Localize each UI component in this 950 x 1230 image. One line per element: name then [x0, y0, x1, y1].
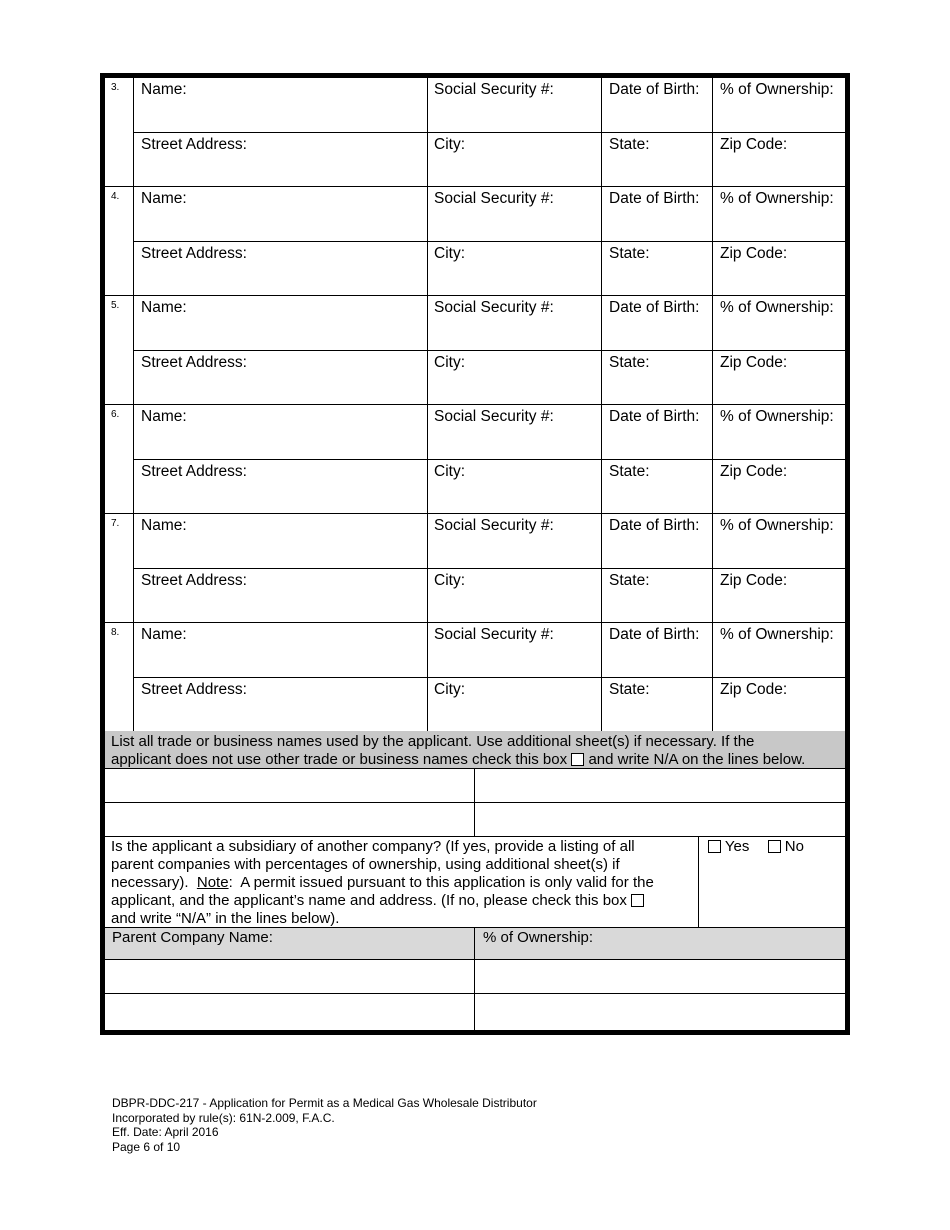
yes-no-options [708, 838, 804, 856]
owner-ownership-label: % of Ownership: [720, 408, 834, 425]
row-divider [133, 568, 845, 569]
form-title: DBPR-DDC-217 - Application for Permit as a Medical Gas Wholesale Distributor [112, 1096, 537, 1110]
owner-ssn-field[interactable] [428, 318, 600, 349]
owner-number: 3. [111, 82, 120, 93]
owner-zip-label: Zip Code: [720, 135, 788, 153]
owner-state-label: State: [609, 571, 650, 589]
owner-dob-label: Date of Birth: [609, 517, 700, 534]
owner-dob-field[interactable] [602, 536, 711, 567]
owner-number: 6. [111, 409, 120, 420]
owner-ownership-label: % of Ownership: [720, 626, 834, 643]
rule-reference: Incorporated by rule(s): 61N-2.009, F.A.C. [112, 1110, 335, 1125]
owner-name-label: Name: [141, 190, 187, 207]
owner-ssn-field[interactable] [428, 100, 600, 131]
no-label: No [784, 838, 804, 855]
row-divider [133, 132, 845, 133]
subsidiary-line-4-text: applicant, and the applicant’s name and address. (If no, please check this box [111, 892, 627, 909]
owner-street-label: Street Address: [141, 462, 247, 480]
no-trade-names-checkbox[interactable] [571, 753, 584, 766]
owner-dob-field[interactable] [602, 209, 711, 240]
owner-ssn-label: Social Security #: [434, 299, 554, 316]
owner-dob-label: Date of Birth: [609, 190, 700, 207]
owner-zip-field[interactable] [713, 591, 844, 622]
owner-name-label: Name: [141, 81, 187, 98]
owner-city-field[interactable] [428, 700, 600, 731]
trade-names-line-1: List all trade or business names used by the applicant. Use additional sheet(s) if necessary. If the [111, 733, 755, 750]
trade-name-field-2b[interactable] [475, 803, 844, 836]
owner-state-label: State: [609, 244, 650, 262]
owner-street-field[interactable] [134, 264, 426, 295]
trade-names-line-2 [111, 751, 841, 769]
owner-city-label: City: [434, 462, 465, 480]
owner-dob-field[interactable] [602, 100, 711, 131]
parent-name-field-1[interactable] [106, 960, 473, 993]
owner-name-label: Name: [141, 626, 187, 643]
owner-ownership-field[interactable] [713, 536, 844, 567]
owner-zip-field[interactable] [713, 264, 844, 295]
effective-date: Eff. Date: April 2016 [112, 1125, 219, 1139]
owner-ssn-field[interactable] [428, 536, 600, 567]
owner-ownership-label: % of Ownership: [720, 81, 834, 98]
owner-zip-field[interactable] [713, 700, 844, 731]
owner-state-field[interactable] [602, 591, 711, 622]
owner-name-field[interactable] [134, 645, 426, 676]
subsidiary-line-3 [111, 874, 701, 892]
row-divider [133, 459, 845, 460]
owner-state-label: State: [609, 680, 650, 698]
trade-name-field-1a[interactable] [106, 769, 473, 802]
row-divider [133, 241, 845, 242]
parent-ownership-header: % of Ownership: [483, 929, 594, 946]
page-footer [112, 1096, 537, 1154]
owner-dob-label: Date of Birth: [609, 626, 700, 643]
note-label: Note [196, 874, 229, 891]
parent-ownership-field-2[interactable] [475, 994, 844, 1029]
owner-divider [105, 622, 845, 623]
subsidiary-line-2: parent companies with percentages of ownership, using additional sheet(s) if [111, 856, 620, 873]
owner-city-label: City: [434, 135, 465, 153]
owner-zip-label: Zip Code: [720, 462, 788, 480]
owner-city-label: City: [434, 571, 465, 589]
owner-name-label: Name: [141, 299, 187, 316]
owner-street-field[interactable] [134, 373, 426, 404]
owner-name-field[interactable] [134, 536, 426, 567]
owner-street-field[interactable] [134, 155, 426, 186]
owner-ssn-field[interactable] [428, 427, 600, 458]
owner-city-label: City: [434, 680, 465, 698]
owner-name-field[interactable] [134, 100, 426, 131]
owner-ssn-label: Social Security #: [434, 408, 554, 425]
not-subsidiary-checkbox[interactable] [631, 894, 644, 907]
owner-name-field[interactable] [134, 427, 426, 458]
owner-dob-field[interactable] [602, 645, 711, 676]
owner-ownership-label: % of Ownership: [720, 299, 834, 316]
owner-city-field[interactable] [428, 482, 600, 513]
trade-names-line-2-end: and write N/A on the lines below. [588, 751, 806, 768]
owner-zip-field[interactable] [713, 373, 844, 404]
owner-number: 5. [111, 300, 120, 311]
owner-state-field[interactable] [602, 155, 711, 186]
row-divider [133, 677, 845, 678]
owner-number: 4. [111, 191, 120, 202]
divider [105, 836, 845, 837]
owner-ownership-field[interactable] [713, 427, 844, 458]
owner-street-label: Street Address: [141, 353, 247, 371]
owner-dob-label: Date of Birth: [609, 299, 700, 316]
owner-city-label: City: [434, 353, 465, 371]
parent-ownership-field-1[interactable] [475, 960, 844, 993]
owner-state-field[interactable] [602, 482, 711, 513]
owner-number: 8. [111, 627, 120, 638]
owner-name-label: Name: [141, 517, 187, 534]
subsidiary-line-4 [111, 892, 701, 910]
owner-state-label: State: [609, 462, 650, 480]
owner-divider [105, 295, 845, 296]
owner-street-label: Street Address: [141, 135, 247, 153]
owner-ownership-field[interactable] [713, 645, 844, 676]
subsidiary-line-3-start: necessary). [111, 874, 197, 891]
owner-dob-label: Date of Birth: [609, 81, 700, 98]
owner-city-label: City: [434, 244, 465, 262]
yes-checkbox[interactable] [708, 840, 721, 853]
owner-state-field[interactable] [602, 264, 711, 295]
owner-ssn-label: Social Security #: [434, 81, 554, 98]
owner-state-label: State: [609, 353, 650, 371]
owner-ssn-label: Social Security #: [434, 626, 554, 643]
owner-city-field[interactable] [428, 155, 600, 186]
owner-zip-field[interactable] [713, 482, 844, 513]
owner-street-label: Street Address: [141, 244, 247, 262]
owner-number: 7. [111, 518, 120, 529]
owner-zip-label: Zip Code: [720, 244, 788, 262]
owner-ownership-label: % of Ownership: [720, 517, 834, 534]
owner-street-field[interactable] [134, 591, 426, 622]
subsidiary-question [111, 838, 701, 928]
owner-name-label: Name: [141, 408, 187, 425]
trade-name-field-1b[interactable] [475, 769, 844, 802]
owner-zip-label: Zip Code: [720, 353, 788, 371]
divider [698, 836, 699, 927]
owner-name-field[interactable] [134, 209, 426, 240]
owner-ssn-field[interactable] [428, 209, 600, 240]
owner-ownership-field[interactable] [713, 209, 844, 240]
owner-name-field[interactable] [134, 318, 426, 349]
trade-name-field-2a[interactable] [106, 803, 473, 836]
owner-zip-label: Zip Code: [720, 680, 788, 698]
owner-city-field[interactable] [428, 373, 600, 404]
page-number: Page 6 of 10 [112, 1139, 181, 1154]
owner-dob-field[interactable] [602, 427, 711, 458]
trade-names-line-2-start: applicant does not use other trade or business names check this box [111, 751, 568, 768]
owner-state-field[interactable] [602, 700, 711, 731]
owner-ssn-label: Social Security #: [434, 190, 554, 207]
yes-label: Yes [724, 838, 750, 855]
owner-dob-label: Date of Birth: [609, 408, 700, 425]
subsidiary-line-1: Is the applicant a subsidiary of another company? (If yes, provide a listing of all [111, 838, 635, 855]
owner-zip-label: Zip Code: [720, 571, 788, 589]
owner-street-field[interactable] [134, 482, 426, 513]
subsidiary-line-3-end: : A permit issued pursuant to this application is only valid for the [228, 874, 654, 891]
owner-divider [105, 513, 845, 514]
owner-street-label: Street Address: [141, 571, 247, 589]
owner-ownership-label: % of Ownership: [720, 190, 834, 207]
owner-ownership-field[interactable] [713, 100, 844, 131]
owner-ssn-field[interactable] [428, 645, 600, 676]
no-checkbox[interactable] [768, 840, 781, 853]
owner-divider [105, 186, 845, 187]
parent-name-field-2[interactable] [106, 994, 473, 1029]
owner-city-field[interactable] [428, 591, 600, 622]
trade-names-instruction [111, 733, 841, 769]
owner-city-field[interactable] [428, 264, 600, 295]
owner-divider [105, 404, 845, 405]
owner-street-field[interactable] [134, 700, 426, 731]
row-divider [133, 350, 845, 351]
owner-ownership-field[interactable] [713, 318, 844, 349]
owner-dob-field[interactable] [602, 318, 711, 349]
owner-ssn-label: Social Security #: [434, 517, 554, 534]
owner-street-label: Street Address: [141, 680, 247, 698]
owner-state-label: State: [609, 135, 650, 153]
owner-zip-field[interactable] [713, 155, 844, 186]
parent-company-name-header: Parent Company Name: [112, 929, 273, 946]
owner-state-field[interactable] [602, 373, 711, 404]
subsidiary-line-5: and write “N/A” in the lines below). [111, 910, 340, 927]
